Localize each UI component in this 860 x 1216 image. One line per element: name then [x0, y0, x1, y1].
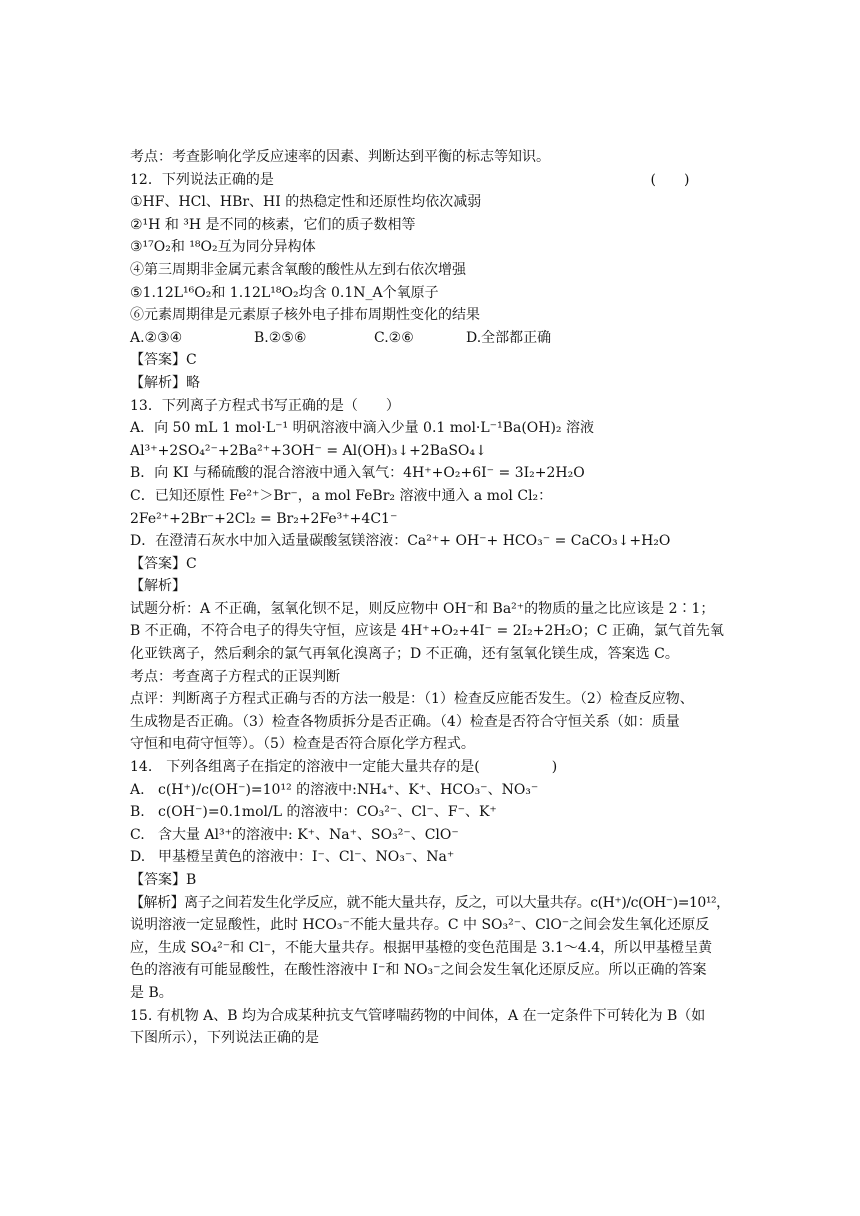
comment-line: 点评：判断离子方程式正确与否的方法一般是：（1）检查反应能否发生。（2）检查反应物、	[130, 691, 694, 708]
question-15-stem: 15. 有机物 A、B 均为合成某种抗支气管哮喘药物的中间体，A 在一定条件下可转化为 B（如	[130, 1007, 706, 1024]
explanation-line: 说明溶液一定显酸性，此时 HCO₃⁻不能大量共存。C 中 SO₃²⁻、ClO⁻之间会发生氧化还原反	[130, 917, 710, 934]
question-12-options	[130, 327, 730, 350]
option-text: 含大量 Al³⁺的溶液中: K⁺、Na⁺、SO₃²⁻、ClO⁻	[158, 826, 459, 843]
key-point-line: 考点：考查离子方程式的正误判断	[130, 668, 340, 685]
document-body	[130, 146, 730, 1050]
option-c-equation: 2Fe²⁺+2Br⁻+2Cl₂ = Br₂+2Fe³⁺+4C1⁻	[130, 510, 398, 527]
question-13-stem: 13．下列离子方程式书写正确的是（ ）	[130, 397, 400, 414]
explanation-line: 【解析】略	[130, 374, 200, 391]
statement-2: ②¹H 和 ³H 是不同的核素，它们的质子数相等	[130, 216, 416, 233]
option-b	[130, 801, 730, 824]
option-label: D.	[130, 849, 146, 866]
question-text: 14. 下列各组离子在指定的溶液中一定能大量共存的是(	[130, 759, 480, 776]
question-14-stem	[130, 756, 730, 779]
explanation-line: 是 B。	[130, 984, 173, 1001]
option-label: C.	[130, 826, 145, 843]
analysis-line: B 不正确，不符合电子的得失守恒，应该是 4H⁺+O₂+4I⁻ = 2I₂+2H₂O；C 正确，氯气首先氧	[130, 623, 724, 640]
option-c	[130, 824, 730, 847]
statement-4: ④第三周期非金属元素含氧酸的酸性从左到右依次增强	[130, 261, 466, 278]
statement-1: ①HF、HCl、HBr、HI 的热稳定性和还原性均依次减弱	[130, 194, 482, 211]
comment-line: 守恒和电荷守恒等）。（5）检查是否符合原化学方程式。	[130, 736, 475, 753]
question-12-stem	[130, 169, 730, 192]
statement-5: ⑤1.12L¹⁶O₂和 1.12L¹⁸O₂均含 0.1N_A个氧原子	[130, 284, 439, 301]
explanation-line: 【解析】离子之间若发生化学反应，就不能大量共存，反之，可以大量共存。c(H⁺)/c(OH⁻)=10¹²，	[130, 894, 730, 911]
explanation-line: 应，生成 SO₄²⁻和 Cl⁻，不能大量共存。根据甲基橙的变色范围是 3.1～4.4，所以甲基橙呈黄	[130, 939, 713, 956]
option-d: D.全部都正确	[466, 329, 552, 346]
analysis-line: 试题分析：A 不正确，氢氧化钡不足，则反应物中 OH⁻和 Ba²⁺的物质的量之比应该是 2∶1；	[130, 600, 715, 617]
statement-6: ⑥元素周期律是元素原子核外电子排布周期性变化的结果	[130, 307, 480, 324]
option-label: A.	[130, 781, 145, 798]
explanation-heading: 【解析】	[130, 578, 186, 595]
analysis-line: 化亚铁离子，然后剩余的氯气再氧化溴离子；D 不正确，还有氢氧化镁生成，答案选 C。	[130, 646, 679, 663]
comment-line: 生成物是否正确。（3）检查各物质拆分是否正确。（4）检查是否符合守恒关系（如：质量	[130, 713, 680, 730]
option-d	[130, 846, 730, 869]
answer-line: 【答案】B	[130, 872, 197, 888]
option-c: C．已知还原性 Fe²⁺＞Br⁻，a mol FeBr₂ 溶液中通入 a mol Cl₂：	[130, 487, 553, 504]
option-b: B.②⑤⑥	[254, 329, 307, 346]
option-a: A．向 50 mL 1 mol·L⁻¹ 明矾溶液中滴入少量 0.1 mol·L⁻¹Ba(OH)₂ 溶液	[130, 420, 594, 437]
question-15-stem-continued: 下图所示），下列说法正确的是	[130, 1030, 319, 1047]
statement-3: ③¹⁷O₂和 ¹⁸O₂互为同分异构体	[130, 239, 316, 256]
answer-parentheses: ( )	[650, 171, 690, 188]
question-text: 12．下列说法正确的是	[130, 171, 274, 188]
closing-paren: )	[551, 759, 558, 776]
option-label: B.	[130, 804, 145, 821]
option-b: B．向 KI 与稀硫酸的混合溶液中通入氧气：4H⁺+O₂+6I⁻ = 3I₂+2H₂O	[130, 465, 585, 482]
option-text: c(H⁺)/c(OH⁻)=10¹² 的溶液中:NH₄⁺、K⁺、HCO₃⁻、NO₃⁻	[158, 781, 539, 798]
answer-line: 【答案】C	[130, 555, 197, 572]
answer-line: 【答案】C	[130, 352, 197, 369]
option-text: c(OH⁻)=0.1mol/L 的溶液中：CO₃²⁻、Cl⁻、F⁻、K⁺	[158, 804, 497, 821]
option-c: C.②⑥	[374, 329, 414, 346]
option-a-equation: Al³⁺+2SO₄²⁻+2Ba²⁺+3OH⁻ = Al(OH)₃↓+2BaSO₄↓	[130, 442, 487, 459]
note-line: 考点：考查影响化学反应速率的因素、判断达到平衡的标志等知识。	[130, 149, 550, 165]
option-text: 甲基橙呈黄色的溶液中：I⁻、Cl⁻、NO₃⁻、Na⁺	[158, 849, 455, 866]
option-d: D．在澄清石灰水中加入适量碳酸氢镁溶液：Ca²⁺+ OH⁻+ HCO₃⁻ = CaCO₃↓+H₂O	[130, 533, 671, 550]
option-a	[130, 779, 730, 802]
option-a: A.②③④	[130, 329, 183, 346]
explanation-line: 色的溶液有可能显酸性，在酸性溶液中 I⁻和 NO₃⁻之间会发生氧化还原反应。所以正确的答案	[130, 962, 707, 979]
